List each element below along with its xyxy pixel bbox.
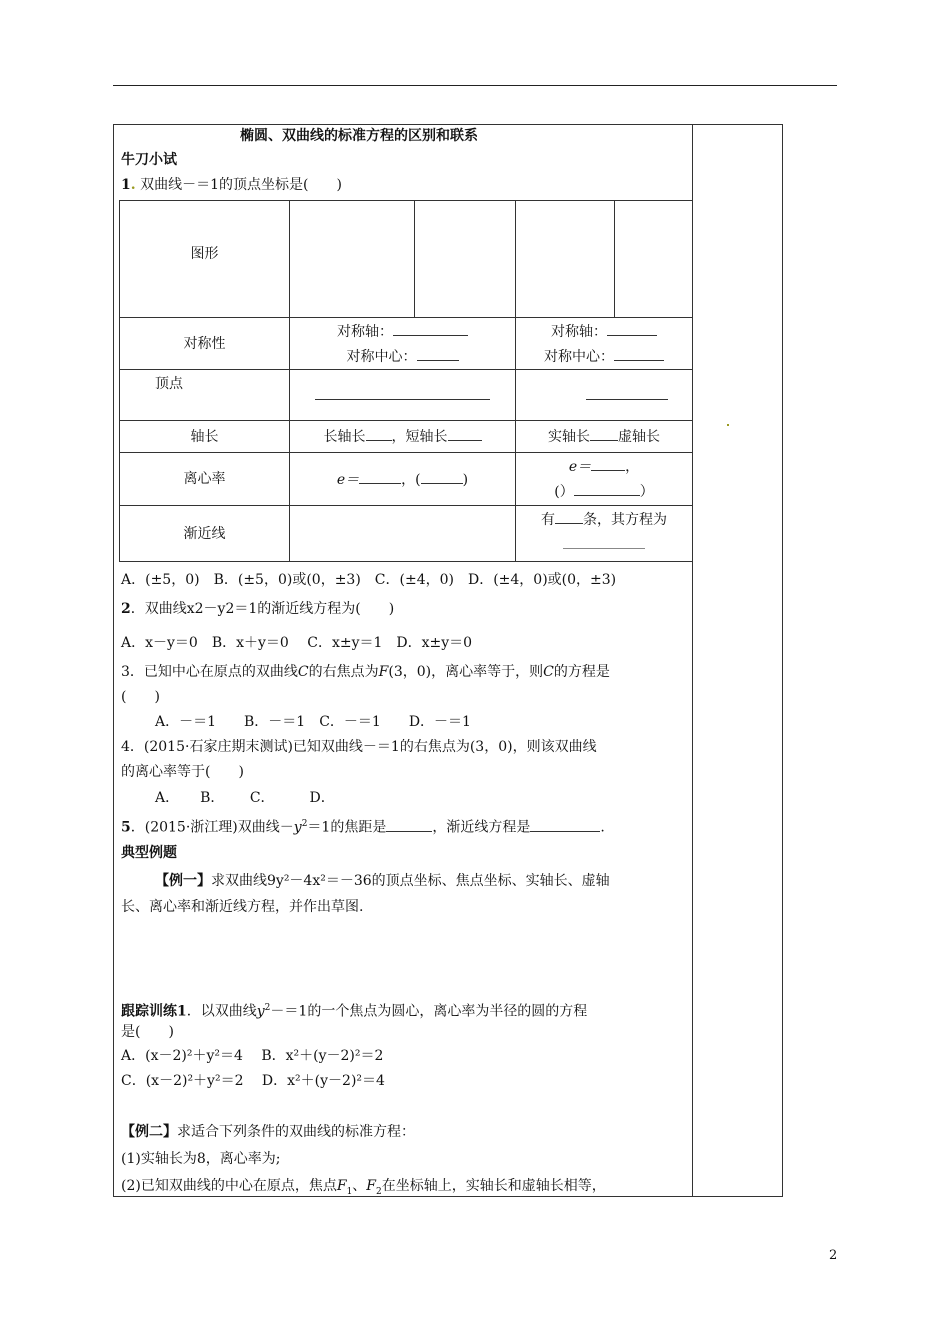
question-4: 4．(2015·石家庄期末测试)已知双曲线－＝1的右焦点为(3，0)，则该双曲线 — [121, 739, 597, 755]
table-row-eccentricity — [120, 453, 693, 506]
question-2-options: A．x－y＝0 B．x＋y＝0 C．x±y＝1 D．x±y＝0 — [121, 635, 473, 651]
comparison-table — [119, 200, 693, 562]
table-row-symmetry — [120, 318, 693, 370]
row-label: 离心率 — [120, 453, 290, 506]
row-label: 轴长 — [120, 421, 290, 453]
row-label: 渐近线 — [120, 506, 290, 562]
hyperbola-cell: e＝ ， (） ） — [516, 453, 693, 506]
ellipse-cell: e＝ ，( ) — [290, 453, 516, 506]
figure-cell — [615, 201, 693, 318]
figure-cell — [516, 201, 615, 318]
question-4-line2: 的离心率等于( ) — [121, 764, 244, 780]
table-row-axis-length — [120, 421, 693, 453]
ellipse-cell — [290, 506, 516, 562]
hyperbola-cell: 有 条，其方程为 — [516, 506, 693, 562]
question-dot: . — [130, 177, 136, 193]
question-text: 双曲线－＝1的顶点坐标是( ) — [140, 177, 342, 193]
table-row-figure — [120, 201, 693, 318]
question-1 — [121, 175, 342, 195]
hyperbola-cell — [516, 370, 693, 421]
row-label: 对称性 — [120, 318, 290, 370]
example-2-part-1: (1)实轴长为8，离心率为; — [121, 1151, 281, 1167]
example-2-part-2: (2)已知双曲线的中心在原点，焦点$F_1$、$F_2$在坐标轴上，实轴长和虚轴长相等， — [121, 1178, 606, 1197]
table-row-asymptote — [120, 506, 693, 562]
tracking-exercise-1-line2: 是( ) — [121, 1024, 174, 1040]
row-label: 顶点 — [120, 370, 290, 421]
question-5: 5．(2015·浙江理)双曲线$-y^2=1$的焦距是 ，渐近线方程是 . — [121, 814, 605, 838]
tracking-exercise-1: 跟踪训练1．以双曲线$y^2-=1$的一个焦点为圆心，离心率为半径的圆的方程 — [121, 1003, 588, 1020]
question-3-options: A．－＝1 B．－＝1 C．－＝1 D．－＝1 — [155, 714, 471, 730]
ellipse-cell: 对称轴： 对称中心： — [290, 318, 516, 370]
question-3: 3．已知中心在原点的双曲线C的右焦点为F(3，0)，离心率等于，则C的方程是 — [121, 664, 610, 680]
ellipse-cell — [290, 370, 516, 421]
header-rule — [113, 85, 837, 86]
page-title: 椭圆、双曲线的标准方程的区别和联系 — [240, 128, 478, 144]
example-2: 【例二】求适合下列条件的双曲线的标准方程： — [121, 1124, 415, 1140]
stray-dot — [727, 424, 729, 426]
example-1-line2: 长、离心率和渐近线方程，并作出草图. — [121, 899, 364, 915]
question-4-options: A． B． C． D． — [155, 790, 335, 806]
figure-cell — [290, 201, 415, 318]
hyperbola-cell: 对称轴： 对称中心： — [516, 318, 693, 370]
question-number: 1 — [121, 177, 131, 193]
row-label: 图形 — [120, 201, 290, 318]
section-heading-examples: 典型例题 — [121, 845, 177, 861]
question-1-options: A．(±5，0) B．(±5，0)或(0，±3) C．(±4，0) D．(±4，0)或(0，±3) — [121, 572, 617, 588]
hyperbola-cell: 实轴长 虚轴长 — [516, 421, 693, 453]
tracking-options-ab: A．(x－2)²＋y²＝4 B．x²＋(y－2)²＝2 — [121, 1048, 384, 1064]
section-heading-practice: 牛刀小试 — [121, 152, 177, 168]
question-2: 2．双曲线x2－y2＝1的渐近线方程为( ) — [121, 601, 395, 617]
tracking-options-cd: C．(x－2)²＋y²＝2 D．x²＋(y－2)²＝4 — [121, 1073, 385, 1089]
page-number: 2 — [829, 1248, 838, 1263]
figure-cell — [415, 201, 516, 318]
table-row-vertex — [120, 370, 693, 421]
example-1: 【例一】求双曲线9y²－4x²＝－36的顶点坐标、焦点坐标、实轴长、虚轴 — [155, 873, 610, 889]
ellipse-cell: 长轴长 ，短轴长 — [290, 421, 516, 453]
question-3-line2: ( ) — [121, 689, 160, 705]
